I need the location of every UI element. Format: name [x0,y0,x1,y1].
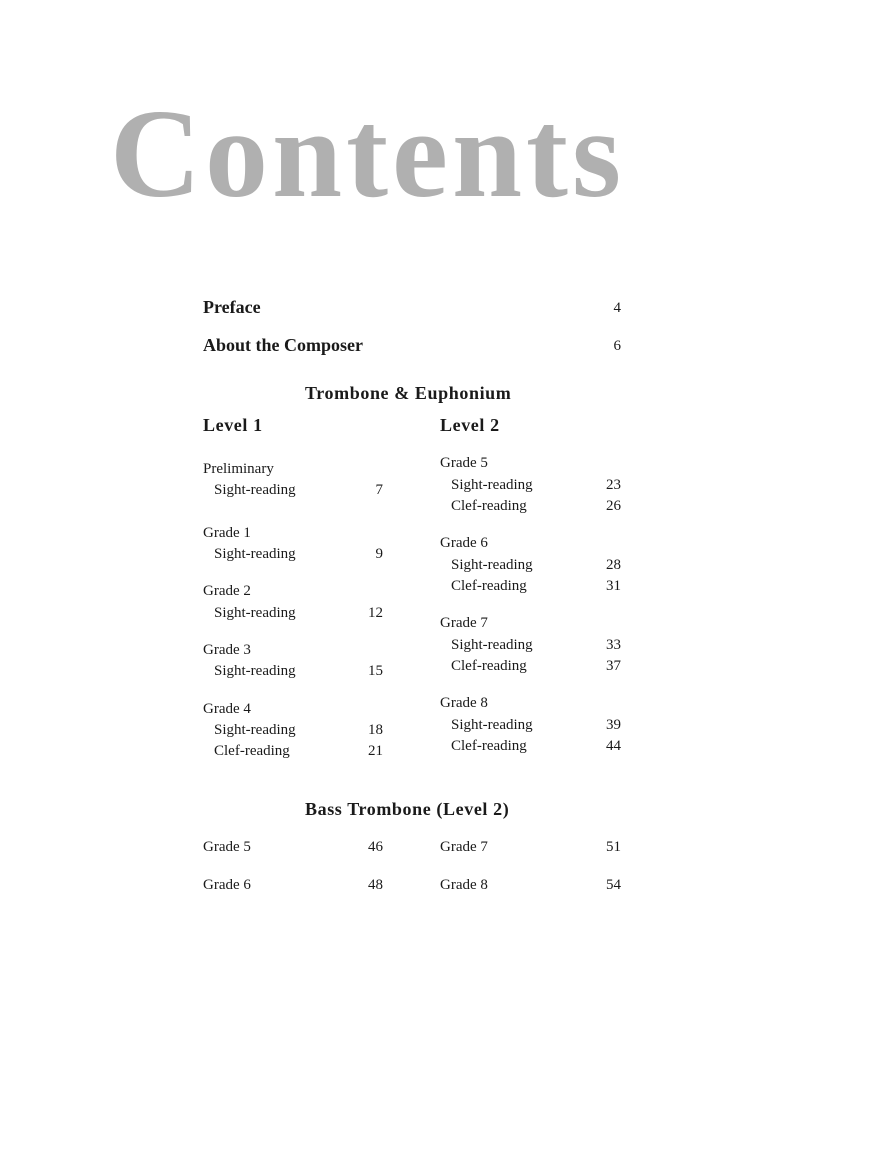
toc-entry[interactable]: Clef-reading [451,578,527,594]
toc-page: 18 [368,722,383,738]
toc-page: 48 [368,877,383,893]
page-title: Contents [110,85,626,224]
toc-page: 21 [368,743,383,759]
toc-entry[interactable]: Clef-reading [451,498,527,514]
toc-entry[interactable]: Sight-reading [214,663,296,679]
toc-page: 12 [368,605,383,621]
toc-page-about-composer: 6 [613,338,621,354]
toc-entry-about-composer[interactable]: About the Composer [203,335,363,355]
toc-entry[interactable]: Sight-reading [451,557,533,573]
level-2-heading: Level 2 [440,415,500,435]
grade-label: Grade 5 [440,455,488,471]
toc-page: 28 [606,557,621,573]
toc-entry[interactable]: Grade 6 [203,877,251,893]
toc-entry[interactable]: Clef-reading [451,738,527,754]
toc-entry[interactable]: Sight-reading [451,637,533,653]
toc-entry[interactable]: Sight-reading [214,482,296,498]
toc-page: 31 [606,578,621,594]
toc-page: 15 [368,663,383,679]
toc-page-preface: 4 [613,300,621,316]
toc-entry[interactable]: Sight-reading [451,477,533,493]
toc-entry-preface[interactable]: Preface [203,297,261,317]
grade-label: Grade 7 [440,615,488,631]
grade-label: Grade 4 [203,701,251,717]
section-heading-bass-trombone: Bass Trombone (Level 2) [305,799,510,819]
toc-page: 7 [375,482,383,498]
toc-page: 26 [606,498,621,514]
grade-label: Grade 2 [203,583,251,599]
grade-label: Grade 1 [203,525,251,541]
toc-page: 39 [606,717,621,733]
toc-entry[interactable]: Clef-reading [451,658,527,674]
toc-page: 23 [606,477,621,493]
toc-entry[interactable]: Sight-reading [214,722,296,738]
toc-entry[interactable]: Sight-reading [214,546,296,562]
toc-entry[interactable]: Grade 5 [203,839,251,855]
level-1-heading: Level 1 [203,415,263,435]
toc-page: 9 [375,546,383,562]
toc-page: 44 [606,738,621,754]
grade-label: Grade 8 [440,695,488,711]
toc-entry[interactable]: Sight-reading [214,605,296,621]
toc-page: 54 [606,877,621,893]
toc-page: 33 [606,637,621,653]
grade-label: Preliminary [203,461,274,477]
grade-label: Grade 6 [440,535,488,551]
toc-entry[interactable]: Sight-reading [451,717,533,733]
toc-entry[interactable]: Grade 7 [440,839,488,855]
toc-page: 37 [606,658,621,674]
toc-page: 51 [606,839,621,855]
grade-label: Grade 3 [203,642,251,658]
toc-entry[interactable]: Grade 8 [440,877,488,893]
toc-page: 46 [368,839,383,855]
toc-entry[interactable]: Clef-reading [214,743,290,759]
section-heading-trombone-euphonium: Trombone & Euphonium [305,383,512,403]
